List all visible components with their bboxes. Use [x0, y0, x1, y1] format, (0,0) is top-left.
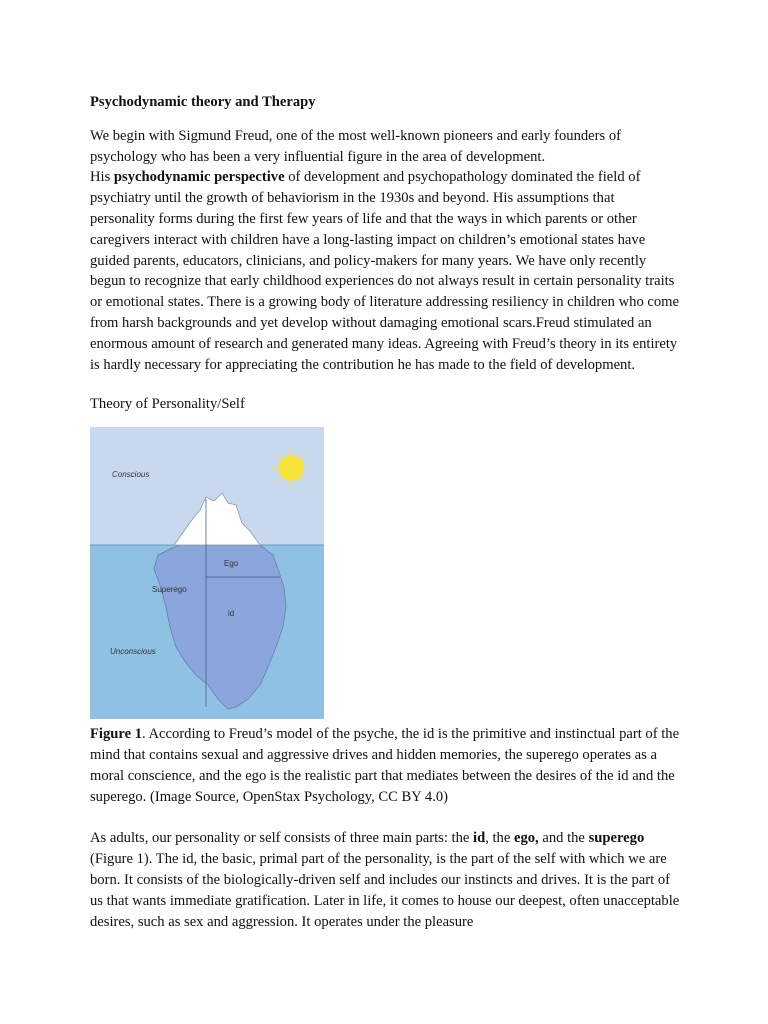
id-term: id — [473, 830, 486, 847]
main-paragraph-rest: of development and psychopathology dominated the field of psychiatry until the growth of behaviorism in the 1930s and beyond. His assumptions that personality forms during the first few years of life and that the ways in which parents or other caregivers interact with children have a long-lasting impact on children’s emotional states have guided parents, educators, clinicians, and policy-makers for many years. We have only recently begun to recognize that early childhood experiences do not always result in certain personality traits or emotional states. There is a growing body of literature addressing resiliency in children who come from harsh backgrounds and yet develop without damaging emotional scars.Freud stimulated an enormous amount of research and generated many ideas. Agreeing with Freud’s theory in its entirety is hardly necessary for appreciating the contribution he has made to the field of development. — [90, 169, 679, 373]
superego-term: superego — [588, 830, 645, 847]
final-paragraph-text-2: , the — [485, 830, 514, 847]
document-title: Psychodynamic theory and Therapy — [90, 94, 316, 110]
main-paragraph-prefix: His — [90, 169, 114, 186]
ego-term: ego, — [513, 830, 539, 847]
final-paragraph-text-1: As adults, our personality or self consists of three main parts: the — [90, 830, 474, 847]
superego-label: Superego — [152, 585, 187, 595]
final-paragraph-text-3: and the — [538, 830, 589, 847]
final-paragraph — [90, 828, 680, 932]
iceberg-illustration — [90, 427, 324, 719]
figure-caption — [90, 724, 680, 807]
document-page — [90, 92, 680, 932]
unconscious-label: Unconscious — [110, 647, 156, 657]
figure-caption-label: Figure 1 — [90, 726, 143, 743]
ego-label: Ego — [224, 559, 239, 569]
id-label: id — [228, 609, 235, 619]
intro-paragraph: We begin with Sigmund Freud, one of the most well-known pioneers and early founders of psychology who has been a very influential figure in the area of development. — [90, 127, 621, 165]
main-paragraph — [90, 167, 680, 375]
conscious-label: Conscious — [112, 470, 150, 480]
figure-caption-text: . According to Freud’s model of the psyche, the id is the primitive and instinctual part of the mind that contains sexual and aggressive drives and hidden memories, the superego operates as a moral conscience, and the ego is the realistic part that mediates between the desires of the id and the superego. (Image Source, OpenStax Psychology, CC BY 4.0) — [90, 726, 680, 805]
psychodynamic-perspective-term: psychodynamic perspective — [113, 169, 285, 186]
iceberg-figure — [90, 427, 324, 719]
final-paragraph-text-4: (Figure 1). The id, the basic, primal part of the personality, is the part of the self with which we are born. It consists of the biologically-driven self and includes our instincts and drives. It is the part of us that wants immediate gratification. Later in life, it comes to house our deepest, often unacceptable desires, such as sex and aggression. It operates under the pleasure — [90, 851, 680, 930]
section-heading: Theory of Personality/Self — [90, 396, 245, 413]
